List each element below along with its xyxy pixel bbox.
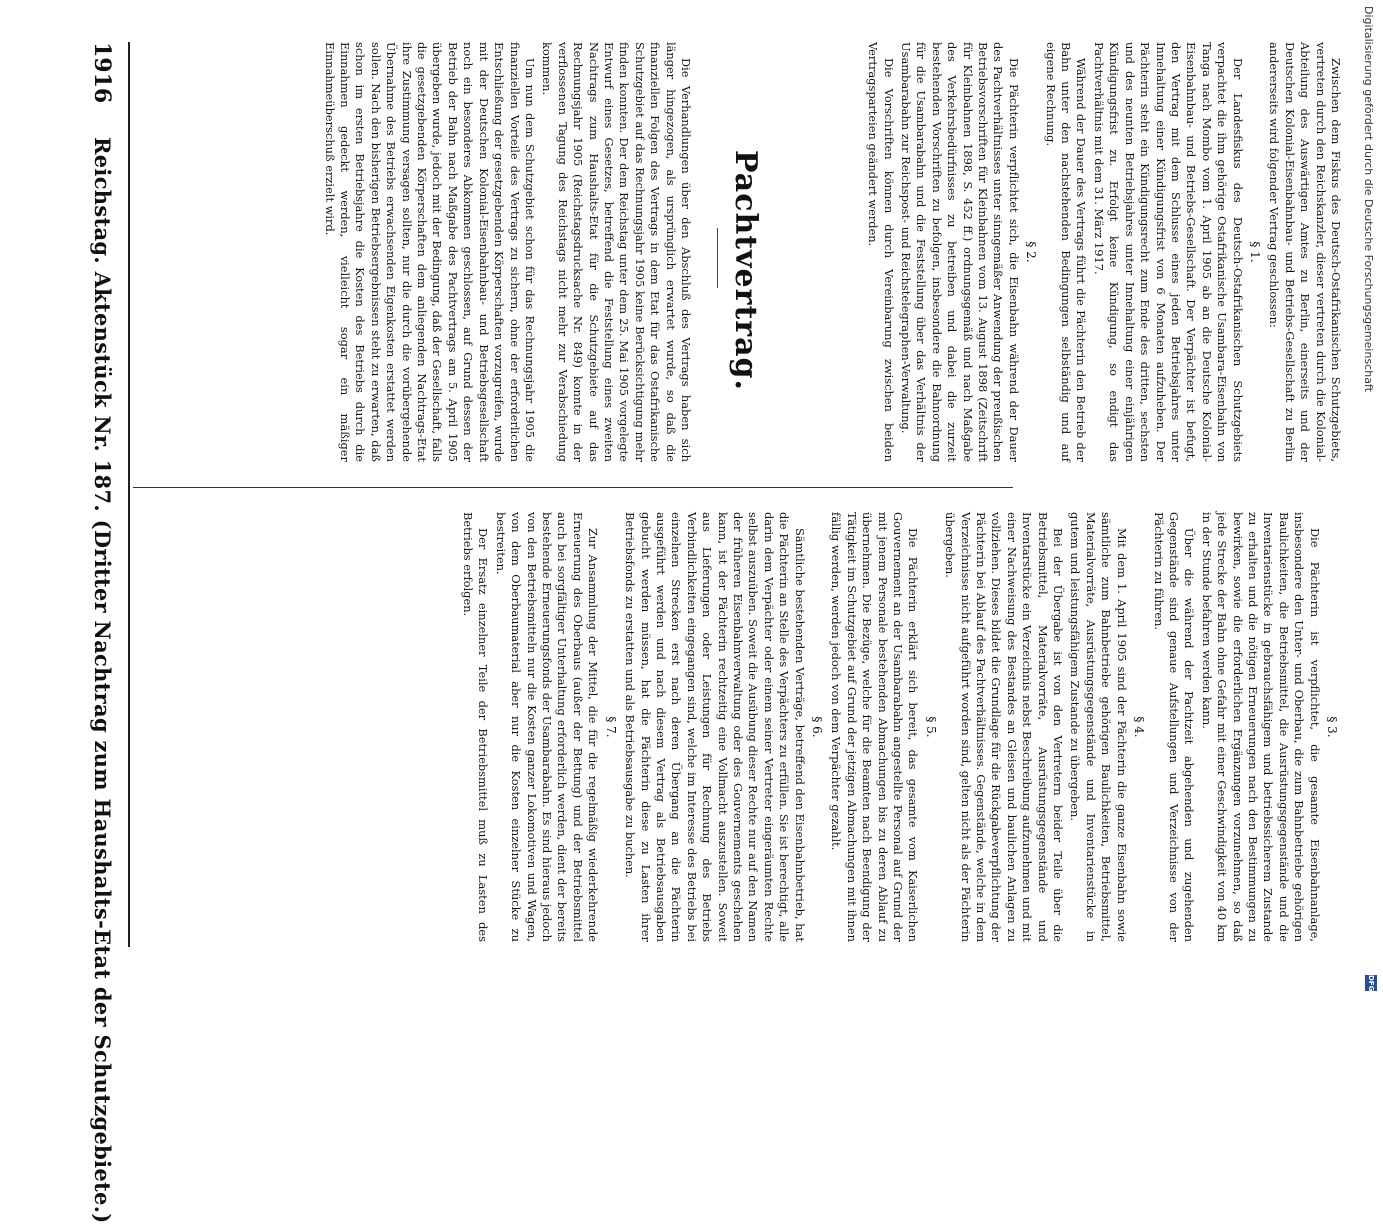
section-title: § 3. [1325,716,1339,738]
section-title: § 4. [1132,716,1147,738]
page-header [69,42,115,1224]
section-text: Über die während der Pachtzeit abgehenden und zugehenden Gegenstände sind genaue Aufstellungen und Verzeichnisse von der Pächterin zu führen. [1151,512,1197,942]
intro-paragraph: Die Verhandlungen über den Abschluß des Vertrags haben sich länger hingezogen, als ursprünglich erwartet wurde, so daß die finanziellen Folgen des Vertrags in dem Etat für das Ostafrikanische Schutzgebiet auf das Rechnungsjahr 1905 keine Berücksichtigung mehr finden konnten. Der dem Reichstag unter dem 25. Mai 1905 vorgelegte Entwurf eines Gesetzes, betreffend die Feststellung eines zweiten Nachtrags zum Haushalts-Etat für die Schutzgebiete auf das Rechnungsjahr 1905 (Reichstagsdrucksache Nr. 849) konnte in der verflossenen Tagung des Reichstags nicht mehr zur Verabschiedung kommen. [540,42,693,462]
section-title: § 5. [923,716,938,738]
intro-column [133,42,693,462]
contract-heading: Pachtvertrag. [728,150,763,391]
section-text: Sämtliche bestehenden Verträge, betreffend den Eisenbahnbetrieb, hat die Pächterin an Stelle des Verpächters zu erfüllen. Sie ist berechtigt, alle darin dem Verpächter oder einem seiner Vertreter eingeräumten Rechte selbst auszuüben. Soweit die Ausübung dieser Rechte nur auf den Namen der früheren Eisenbahnverwaltung oder des Gouvernements geschehen kann, ist der Pächterin rechtzeitig eine Vollmacht auszustellen. Soweit aus Lieferungen oder Leistungen für Rechnung des Betriebs Verbindlichkeiten eingegangen sind, welche im Interesse des Betriebs bei einzelnen Strecken erst nach deren Übergang an die Pächterin ausgeführt werden und nach diesem Vertrag als Betriebsausgaben gebucht werden müssen, hat die Pächterin diese zu Lasten ihrer Betriebsfonds zu erstatten und als Betriebsausgabe zu buchen. [623,512,807,942]
page-title: Reichstag. Aktenstück Nr. 187. (Dritter Nachtrag zum Haushalts-Etat der Schutzgebiete.) [90,137,115,1224]
dfg-logo: DFG [1367,975,1375,992]
section-text: Der Ersatz einzelner Teile der Betriebsmittel muß zu Lasten des Betriebs erfolgen. [461,512,491,942]
section-title: § 6. [810,716,824,738]
intro-paragraph: Um nun dem Schutzgebiet schon für das Rechnungsjahr 1905 die finanziellen Vorteile des Vertrags zu sichern, ohne der erforderlichen Entschließung der gesetzgebenden Körperschaften vorzugreifen, wurde mit der Deutschen Kolonial-Eisenbahnbau- und Betriebsgesellschaft noch ein besonderes Abkommen geschlossen, auf Grund dessen der Betrieb der Bahn nach Maßgabe des Pachtvertrags am 5. April 1905 übergeben wurde, jedoch mit der Bedingung, daß der Gesellschaft, falls die gesetzgebenden Körperschaften dem anliegenden Nachtrags-Etat ihre Zustimmung versagen sollten, nur die durch die vorübergehende Übernahme des Betriebs erwachsenden Eigenkosten erstattet werden sollen. Nach den bisherigen Betriebsergebnissen steht zu erwarten, daß schon im ersten Betriebsjahre die Kosten des Betriebs durch die Einnahmen gedeckt werden, vielleicht sogar ein mäßiger Einnahmeüberschuß erzielt wird. [322,42,537,462]
section-text: Die Pächterin erklärt sich bereit, das gesamte vom Kaiserlichen Gouvernement an der Usambarabahn angestellte Personal auf Grund der mit jenem Personale bestehenden Abmachungen bis zu deren Ablauf zu übernehmen. Die Bezüge, welche für die Beamten nach Beendigung der Tätigkeit im Schutzgebiet auf Grund der jetzigen Abmachungen mit ihnen fällig werden, werden jedoch von dem Verpächter gezahlt. [829,512,921,942]
section-text: Zur Ansammlung der Mittel, die für die regelmäßig wiederkehrende Erneuerung des Oberbaus (außer der Bettung) und der Betriebsmittel auch bei sorgfältiger Unterhaltung erforderlich werden, dient der bereits bestehende Erneuerungsfonds der Usambarabahn. Es sind hieraus jedoch von den Betriebsmitteln nur die Kosten ganzer Lokomotiven und Wagen, von dem Oberbaumaterial aber nur die Kosten einzelner Stücke zu bestreiten. [493,512,601,942]
column-divider [133,487,1013,488]
section-title: § 7. [603,716,618,738]
contract-right-column [143,512,1343,942]
section-title: § 1. [1247,241,1262,263]
section-text: Während der Dauer des Vertrags führt die Pächterin den Betrieb der Bahn unter den nachstehenden Bedingungen selbständig und auf eigene Rechnung. [1043,42,1089,462]
section-title: § 2. [1024,241,1039,263]
heading-divider [717,228,718,288]
digitization-credit: Digitalisierung gefördert durch die Deutsche Forschungsgemeinschaft [1362,6,1375,392]
section-text: Die Vorschriften können durch Vereinbarung zwischen beiden Vertragsparteien geändert werden. [866,42,896,462]
section-text: Die Pächterin verpflichtet sich, die Eisenbahn während der Dauer des Pachtverhältnisses unter sinngemäßer Anwendung der preußischen Betriebsvorschriften für Kleinbahnen vom 13. August 1898 (Zeitschrift für Kleinbahnen 1898, S. 452 ff.) ordnungsgemäß und nach Maßgabe des Verkehrsbedürfnisses zu betreiben und dabei die zurzeit bestehenden Vorschriften zu befolgen, insbesondere die Bahnordnung für die Usambarabahn und die Feststellung über das Verhältnis der Usambarabahn zur Reichspost- und Reichstelegraphen-Verwaltung. [899,42,1021,462]
section-text: Bei der Übergabe ist von den Vertretern beider Teile über die Betriebsmittel, Materialvorräte, Ausrüstungsgegenstände und Inventarstücke ein Verzeichnis nebst Beschreibung aufzunehmen und mit einer Nachweisung des Bestandes an Gleisen und baulichen Anlagen zu vollziehen. Dieses bildet die Grundlage für die Rückgabeverpflichtung der Pächterin bei Ablauf des Pachtverhältnisses. Gegenstände, welche in dem Verzeichnisse nicht aufgeführt worden sind, gelten nicht als der Pächterin übergeben. [943,512,1066,942]
section-text: Mit dem 1. April 1905 sind der Pächterin die ganze Eisenbahn sowie sämtliche zum Bahnbetriebe gehörigen Baulichkeiten, Betriebsmittel, Materialvorräte, Ausrüstungsgegenstände und Inventarienstücke in gutem und leistungsfähigem Zustande zu übergeben. [1068,512,1129,942]
preamble: Zwischen dem Fiskus des Deutsch-Ostafrikanischen Schutzgebiets, vertreten durch den Reichskanzler, dieser vertreten durch die Kolonial-Abteilung des Auswärtigen Amtes zu Berlin, einerseits und der Deutschen Kolonial-Eisenbahnbau- und Betriebs-Gesellschaft zu Berlin andererseits wird folgender Vertrag geschlossen: [1267,42,1343,462]
section-text: Der Landesfiskus des Deutsch-Ostafrikanischen Schutzgebiets verpachtet die ihm gehörige Ostafrikanische Usambara-Eisenbahn von Tanga nach Mombo vom 1. April 1905 ab an die Deutsche Kolonial-Eisenbahnbau- und Betriebs-Gesellschaft. Der Verpächter ist befugt, den Vertrag mit dem Schlusse eines jeden Betriebsjahres unter Innehaltung einer Kündigungsfrist von 6 Monaten aufzuheben. Der Pächterin steht ein Kündigungsrecht zum Ende des dritten, sechsten und des neunten Betriebsjahres unter Innehaltung einer einjährigen Kündigungsfrist zu. Erfolgt keine Kündigung, so endigt das Pachtverhältnis mit dem 31. März 1917. [1091,42,1245,462]
contract-left-column [733,42,1343,462]
page-number: 1916 [89,42,115,104]
section-text: Die Pächterin ist verpflichtet, die gesamte Eisenbahnanlage, insbesondere den Unter- und Oberbau, die zum Bahnbetriebe gehörigen Baulichkeiten, die Betriebsmittel, die Ausrüstungsgegenstände und die Inventarienstücke in gebrauchsfähigem und betriebssicherem Zustande zu erhalten und die nötigen Erneuerungen nach den Bestimmungen zu bewirken, sowie die erforderlichen Ergänzungen vorzunehmen, so daß jede Strecke der Bahn ohne Gefahr mit einer Geschwindigkeit von 40 km in der Stunde befahren werden kann. [1199,512,1322,942]
header-divider [128,42,130,947]
